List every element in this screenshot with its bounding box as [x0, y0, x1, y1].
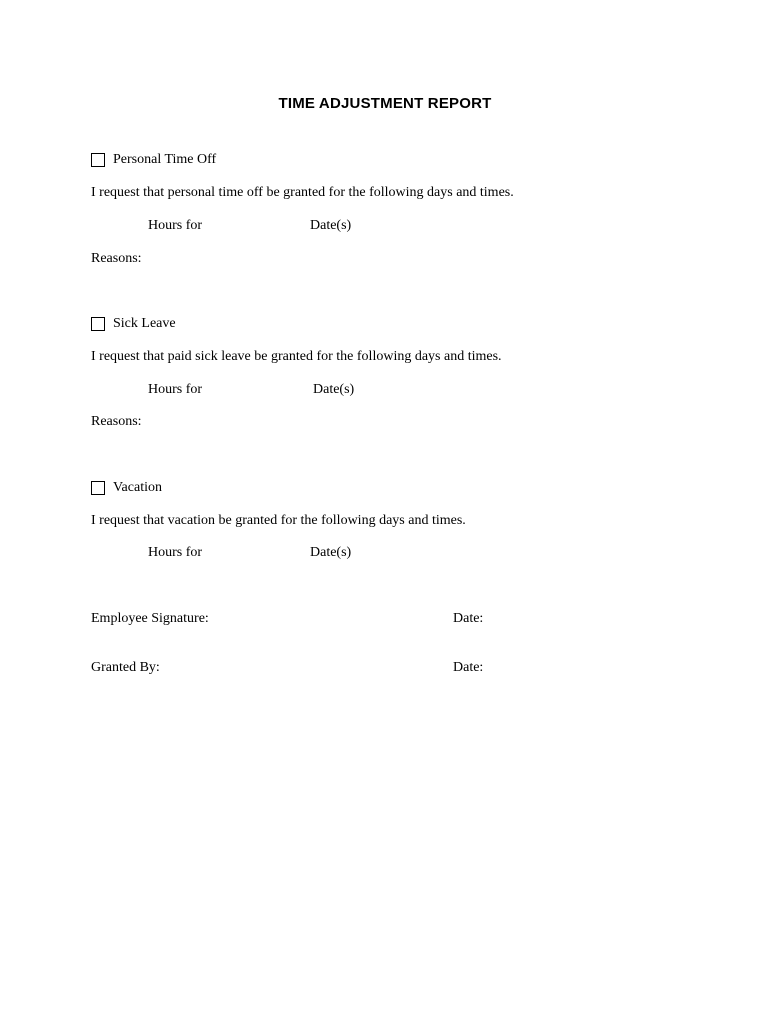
personal-time-off-label: Personal Time Off [113, 152, 217, 167]
personal-time-off-dates-label: Date(s) [310, 218, 352, 233]
granted-by-label: Granted By: [91, 660, 160, 675]
page-title: TIME ADJUSTMENT REPORT [278, 95, 492, 112]
personal-time-off-reasons-label: Reasons: [91, 251, 142, 266]
granted-date-label: Date: [453, 660, 484, 675]
employee-signature-label: Employee Signature: [91, 611, 209, 626]
vacation-checkbox[interactable] [91, 481, 105, 495]
vacation-dates-label: Date(s) [310, 545, 352, 560]
sick-leave-hours-label: Hours for [148, 382, 203, 397]
vacation-label: Vacation [113, 480, 162, 495]
sick-leave-request-text: I request that paid sick leave be granted for the following days and times. [91, 349, 502, 364]
vacation-hours-label: Hours for [148, 545, 203, 560]
employee-date-label: Date: [453, 611, 484, 626]
personal-time-off-request-text: I request that personal time off be granted for the following days and times. [91, 185, 514, 200]
sick-leave-dates-label: Date(s) [313, 382, 355, 397]
sick-leave-checkbox[interactable] [91, 317, 105, 331]
vacation-request-text: I request that vacation be granted for the following days and times. [91, 513, 466, 528]
sick-leave-label: Sick Leave [113, 316, 176, 331]
personal-time-off-checkbox[interactable] [91, 153, 105, 167]
sick-leave-reasons-label: Reasons: [91, 414, 142, 429]
personal-time-off-hours-label: Hours for [148, 218, 203, 233]
